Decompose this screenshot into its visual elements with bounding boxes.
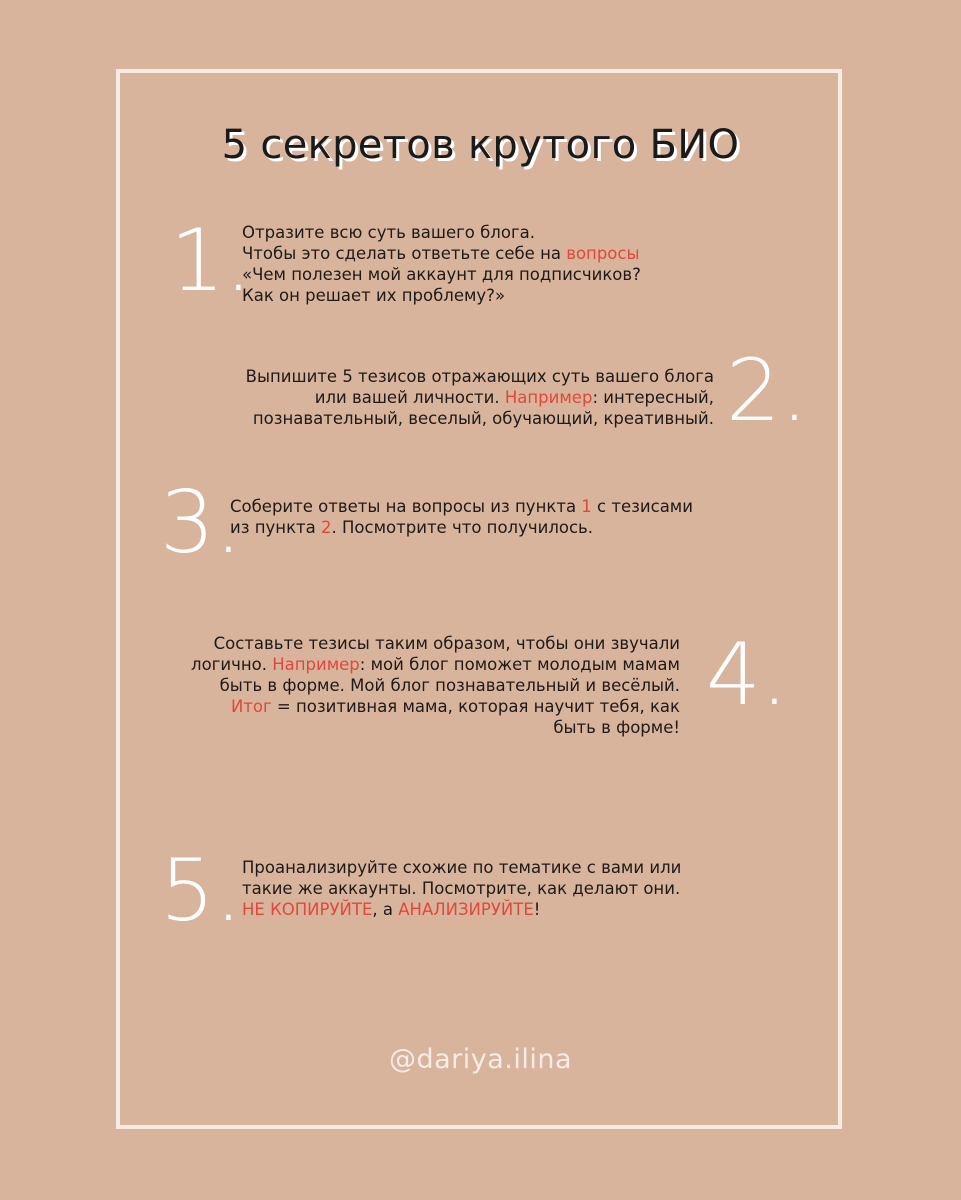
text-line [242,285,641,306]
highlight-text: АНАЛИЗИРУЙТЕ [398,900,534,919]
author-handle: @dariya.ilina [388,1044,573,1075]
highlight-text: 1 [581,497,592,516]
text-segment: быть в форме. Мой блог познавательный и весёлый. [219,676,680,695]
text-line [191,654,680,675]
text-segment: Соберите ответы на вопросы из пункта [230,497,582,516]
text-line [246,408,714,429]
text-line [242,264,641,285]
text-segment: : интересный, [592,388,714,407]
item-3-text [230,496,693,538]
item-5-number: 5. [160,841,243,941]
item-3-number: 3. [160,473,243,573]
highlight-text: Итог [230,697,272,716]
text-line [191,696,680,717]
text-segment: = позитивная мама, которая научит тебя, как [271,697,680,716]
text-line [191,717,680,738]
text-line [191,675,680,696]
item-4-number: 4. [706,625,789,725]
text-segment: логично. [191,655,273,674]
item-1-number: 1. [170,211,253,311]
text-line [242,878,681,899]
text-line [230,496,693,517]
page-title: 5 секретов крутого БИО [221,122,740,168]
text-segment: Проанализируйте схожие по тематике с вами или [242,858,682,877]
text-line [230,517,693,538]
text-segment: , а [372,900,399,919]
text-segment: или вашей личности. [314,388,505,407]
text-segment: ! [533,900,541,919]
text-line [242,857,681,878]
highlight-text: НЕ КОПИРУЙТЕ [242,900,373,919]
text-segment: Чтобы это сделать ответьте себе на [242,244,567,263]
text-segment: Как он решает их проблему?» [242,286,506,305]
item-5-text [242,857,681,920]
item-2-text [246,366,714,429]
text-segment: из пункта [230,518,322,537]
text-segment: . Посмотрите что получилось. [331,518,594,537]
item-2-number: 2. [726,341,809,441]
text-segment: Выпишите 5 тезисов отражающих суть вашего блога [245,367,714,386]
text-segment: «Чем полезен мой аккаунт для подписчиков? [242,265,641,284]
item-1-text [242,222,641,306]
highlight-text: вопросы [566,244,640,263]
text-segment: быть в форме! [553,718,680,737]
text-segment: такие же аккаунты. Посмотрите, как делают они. [242,879,681,898]
text-segment: Составьте тезисы таким образом, чтобы они звучали [213,634,680,653]
highlight-text: Например [272,655,360,674]
text-segment: : мой блог поможет молодым мамам [359,655,680,674]
text-segment: Отразите всю суть вашего блога. [242,223,535,242]
text-segment: познавательный, веселый, обучающий, креативный. [252,409,714,428]
item-4-text [191,633,680,738]
text-line [242,899,681,920]
text-line [246,366,714,387]
highlight-text: Например [504,388,593,407]
text-segment: с тезисами [591,497,693,516]
text-line [242,222,641,243]
text-line [191,633,680,654]
text-line [246,387,714,408]
text-line [242,243,641,264]
highlight-text: 2 [321,518,332,537]
